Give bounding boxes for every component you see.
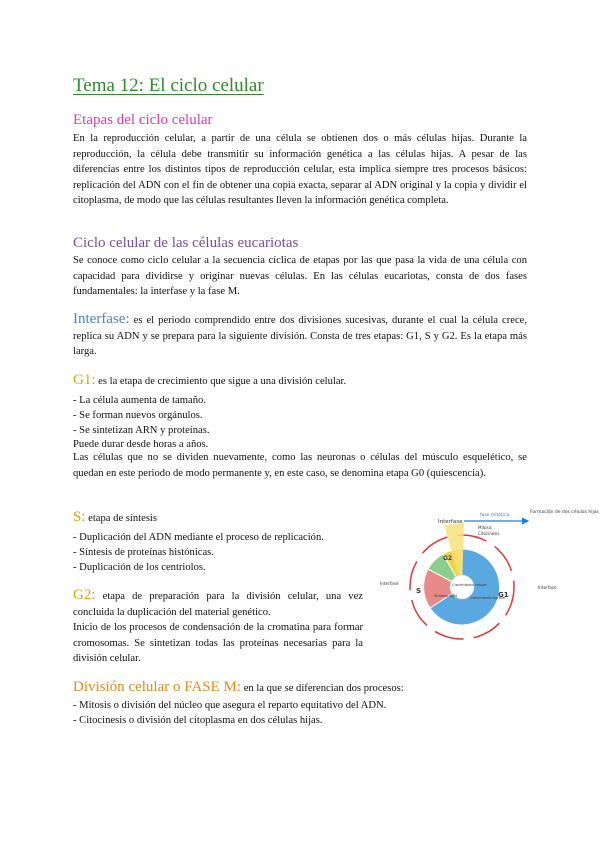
list-item-g1-1: - La célula aumenta de tamaño. [73,395,206,406]
label-mitosis: Mitosis [478,525,492,530]
label-g2: G2 [443,555,453,562]
paragraph-g2-detail: Inicio de los procesos de condensación de la cromatina para formar cromosomas. Se sintetizan todas las proteínas necesarias para la división celular. [73,622,363,664]
text-g1-duration: Puede durar desde horas a años. [73,439,209,450]
heading-etapas: Etapas del ciclo celular [73,112,213,128]
label-fase-mitotica: fase mitótica [480,513,510,518]
text-g1: es la etapa de crecimiento que sigue a una división celular. [95,376,347,387]
label-g1: G1 [498,591,509,599]
label-formacion [530,508,600,515]
text-fase-m: en la que se diferencian dos procesos: [241,683,404,694]
label-formacion-text: Formación de dos células hijas [530,510,599,515]
label-sintesis-adn: Síntesis ADN [434,594,457,598]
label-s: S [416,587,422,595]
label-citocinesis: Citocinesis [478,531,500,536]
list-item-s-2: - Síntesis de proteínas histónicas. [73,547,214,558]
paragraph-interfase [73,312,527,360]
line-fase-m [73,680,404,696]
term-s: S: [73,509,86,525]
cell-cycle-diagram [380,505,599,655]
term-g2: G2: [73,587,96,603]
term-fase-m: División celular o FASE M: [73,679,242,695]
page-title: Tema 12: El ciclo celular [73,75,264,96]
list-item-m-1: - Mitosis o división del núcleo que asegura el reparto equitativo del ADN. [73,700,387,711]
term-interfase: Interfase: [73,311,130,327]
list-item-s-3: - Duplicación de los centriolos. [73,562,206,573]
line-g1 [73,373,346,389]
term-g1: G1: [73,372,96,388]
paragraph-g0: Las células que no se dividen nuevamente, como las neuronas o células del músculo esquelético, se quedan en este periodo de modo permanente y, en este caso, se denomina etapa G0 (quiescencia). [73,452,527,479]
paragraph-g2 [73,588,363,620]
heading-eucariotas: Ciclo celular de las células eucariotas [73,235,299,251]
label-crecimiento-celular: Crecimiento celular [452,583,487,587]
label-interfase-top: Interfase [438,519,463,525]
text-s: etapa de síntesis [85,513,158,524]
list-item-g1-3: - Se sintetizan ARN y proteínas. [73,425,210,436]
text-g2: etapa de preparación para la división celular, una vez concluida la duplicación del material genético. [73,591,363,618]
text-interfase: es el periodo comprendido entre dos divisiones sucesivas, durante el cual la célula crece, replica su ADN y se prepara para la siguiente división. Consta de tres etapas: G1, S y G2. Es la etapa más larga. [73,315,527,357]
paragraph-eucariotas: Se conoce como ciclo celular a la secuencia cíclica de etapas por las que pasa la vida de una célula con capacidad para dividirse y originar nuevas células. En las células eucariotas, consta de dos fases fundamentales: la interfase y la fase M. [73,255,527,297]
list-item-s-1: - Duplicación del ADN mediante el proceso de replicación. [73,532,324,543]
list-item-m-2: - Citocinesis o división del citoplasma en dos células hijas. [73,715,323,726]
line-s [73,510,157,526]
list-item-g1-2: - Se forman nuevos orgánulos. [73,410,203,421]
label-interfase-right: Interfase [538,585,557,590]
label-interfase-left: Interfase [380,581,399,586]
label-crecimiento-normal: Crecimiento normal [470,596,506,600]
paragraph-etapas: En la reproducción celular, a partir de una célula se obtienen dos o más células hijas. Durante la reproducción, la célula debe transmitir su información genética a las células hijas. A pesar de las diferencias entre los distintos tipos de reproducción celular, esta implica siempre tres procesos básicos: replicación del ADN con el fin de obtener una copia exacta, separar al ADN original y la copia y dividir el citoplasma, de modo que las células resultantes lleven la información genética completa. [73,133,527,206]
